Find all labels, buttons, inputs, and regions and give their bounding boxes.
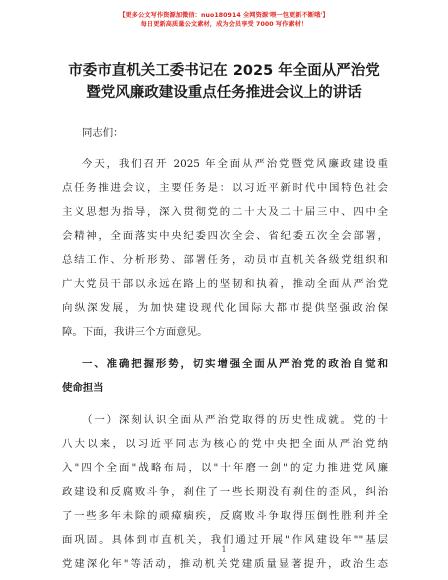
para2-line: 了一些多年未除的顽瘴痼疾，反腐败斗争取得压倒性胜利并全 [62,510,388,522]
para1-line: 向纵深发展，为加快建设现代化国际大都市提供坚强政治保 [62,302,388,314]
title-line-2: 暨党风廉政建设重点任务推进会议上的讲话 [86,85,362,101]
para1-line: 今天，我们召开 2025 年全面从严治党暨党风廉政建设重 [82,158,388,170]
para2-line: 入"四个全面"战略布局，以"十年磨一剑"的定力推进党风廉 [62,462,388,474]
page-number: 1 [221,545,227,554]
para2-line: （一）深刻认识全面从严治党取得的历史性成就。党的十 [82,414,388,426]
title-line-1: 市委市直机关工委书记在 2025 年全面从严治党 [68,63,380,79]
para2-line: 党建深化年"等活动，推动机关党建质量显著提升，政治生态 [62,558,388,570]
salutation: 同志们： [82,127,124,139]
para2-line: 八大以来，以习近平同志为核心的党中央把全面从严治党纳 [62,438,388,450]
para2-line: 政建设和反腐败斗争，刹住了一些长期没有刹住的歪风，纠治 [62,486,388,498]
promo-banner-line2: 每日更新高质量公文素材，成为会员享受 7000 写作素材！ [140,21,308,28]
para1-line: 主义思想为指导，深入贯彻党的二十大及二十届三中、四中全 [62,206,388,218]
para1-line: 广大党员干部以永远在路上的坚韧和执着，推动全面从严治党 [62,278,388,290]
para1-line: 会精神，全面落实中央纪委四次全会、省纪委五次全会部署， [62,230,388,242]
para2-line: 面巩固。具体到市直机关，我们通过开展"作风建设年""基层 [62,534,388,546]
section-heading-line2: 使命担当 [62,382,104,394]
para1-line: 点任务推进会议，主要任务是：以习近平新时代中国特色社会 [62,182,388,194]
promo-banner-line1: 【更多公文写作资源加微信：nuo180914 全网资源'喂一包更新不断哦'】 [119,12,329,19]
para1-line: 总结工作、分析形势、部署任务，动员市直机关各级党组织和 [62,254,388,266]
section-heading-line1: 一、准确把握形势，切实增强全面从严治党的政治自觉和 [82,358,388,370]
para1-line: 障。下面，我讲三个方面意见。 [62,326,208,338]
document-title [50,60,398,104]
